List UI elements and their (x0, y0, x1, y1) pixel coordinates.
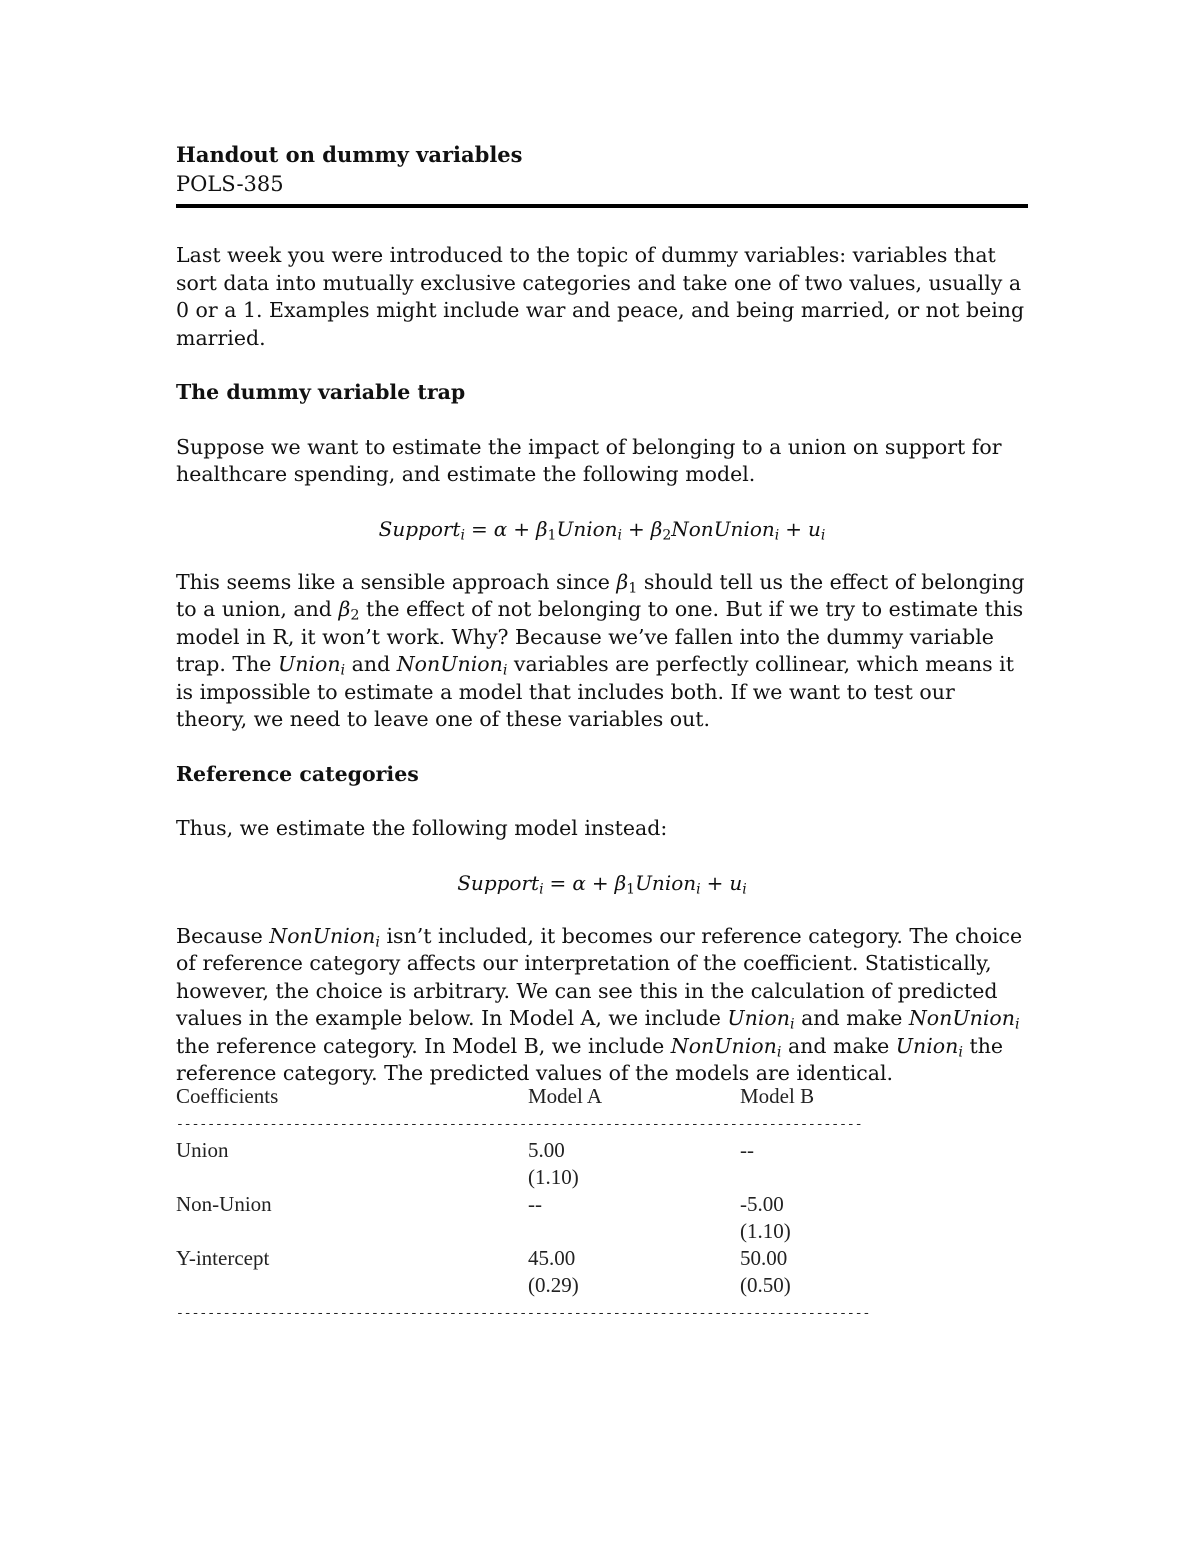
table-divider-bottom: ----------------------------------------------------------------------------------------- (176, 1306, 871, 1321)
table-header-row (176, 1084, 876, 1111)
reference-paragraph-1: Thus, we estimate the following model instead: (176, 816, 668, 840)
table-row-se: (0.29) (0.50) (528, 1273, 791, 1297)
document-page (176, 140, 1028, 1088)
table-row: Y-intercept 45.00 50.00 (176, 1246, 788, 1270)
intro-paragraph: Last week you were introduced to the topic of dummy variables: variables that sort data into mutually exclusive categories and take one of two values, usually a 0 or a 1. Examples might include war and peace, and being married, or not being married. (176, 243, 1025, 350)
table-row-se: (1.10) (528, 1165, 579, 1189)
table-row-se: (1.10) (740, 1219, 791, 1243)
trap-paragraph-2: This seems like a sensible approach since $\beta_1$ should tell us the effect of belonging to a union, and $\beta_2$ the effect of not belonging to one. But if we try to estimate this model in R, it won’t work. Why? Because we’ve fallen into the dummy variable trap. The Union$_i$ and NonUnion$_i$ variables are perfectly collinear, which means it is impossible to estimate a model that includes both. If we want to test our theory, we need to leave one of these variables out. (176, 569, 1025, 731)
header-model-a: Model A (528, 1084, 603, 1108)
document-title: Handout on dummy variables (176, 142, 523, 167)
table-row: Union 5.00 -- (176, 1138, 754, 1162)
header-model-b: Model B (740, 1084, 815, 1108)
equation-reduced-model: Support$_i$ = $\alpha + \beta_1Union_i + u_i$ (457, 870, 747, 897)
table-divider-top: ---------------------------------------------------------------------------------------- (176, 1117, 863, 1132)
equation-full-model: Support$_i$ = $\alpha + \beta_1Union_i$ + $\beta_2NonUnion_i + u_i$ (378, 516, 826, 543)
coefficients-table (176, 1084, 876, 1327)
header-coefficients: Coefficients (176, 1084, 279, 1108)
table-row: Non-Union -- -5.00 (176, 1192, 784, 1216)
course-code: POLS-385 (176, 172, 284, 196)
section-heading-trap: The dummy variable trap (176, 380, 466, 404)
reference-paragraph-2: Because NonUnion$_i$ isn’t included, it becomes our reference category. The choice of reference category affects our interpretation of the coefficient. Statistically, however, the choice is arbitrary. We can see this in the calculation of predicted values in the example below. In Model A, we include Union$_i$ and make NonUnion$_i$ the reference category. In Model B, we include NonUnion$_i$ and make Union$_i$ the reference category. The predicted values of the models are identical. (176, 923, 1023, 1085)
trap-paragraph-1: Suppose we want to estimate the impact of belonging to a union on support for healthcare spending, and estimate the following model. (176, 434, 1002, 486)
section-heading-reference: Reference categories (176, 761, 419, 786)
